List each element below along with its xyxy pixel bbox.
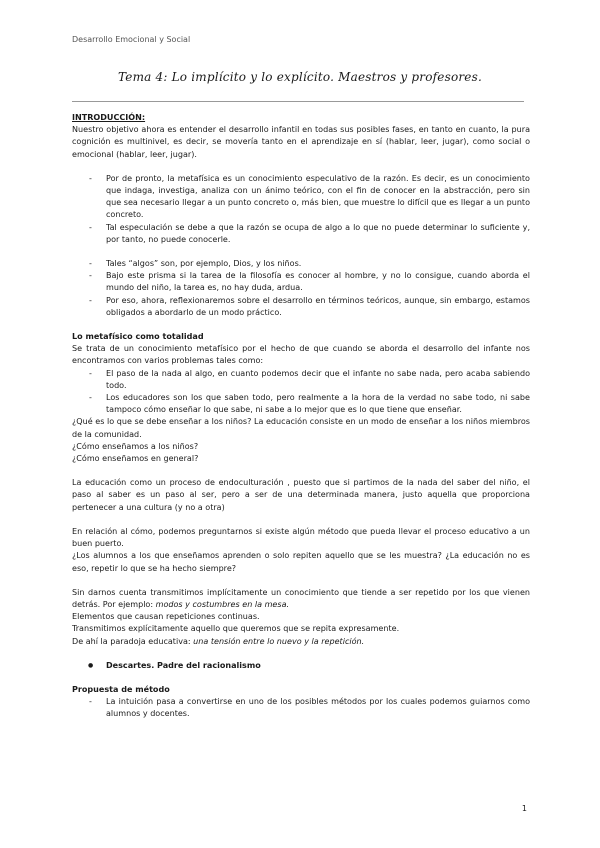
- method-question-paragraph: En relación al cómo, podemos preguntarnos si existe algún método que pueda llevar el proceso educativo a un buen puerto.: [72, 526, 530, 549]
- students-question-paragraph: ¿Los alumnos a los que enseñamos aprenden o solo repiten aquello que se les muestra? ¿La educación no es eso, repetir lo que se ha hecho siempre?: [72, 551, 530, 573]
- question-how-general: ¿Cómo enseñamos en general?: [72, 454, 199, 464]
- totality-heading: Lo metafísico como totalidad: [72, 332, 204, 342]
- title-divider: [72, 101, 524, 102]
- list-item: - Tales “algos” son, por ejemplo, Dios, y los niños.: [72, 258, 530, 270]
- method-bullets: [72, 696, 530, 720]
- repetitions-line: Elementos que causan repeticiones continuas.: [72, 612, 260, 622]
- list-item: - La intuición pasa a convertirse en uno de los posibles métodos por los cuales podemos guiarnos como alumnos y docentes.: [72, 696, 530, 720]
- endoculturation-paragraph: La educación como un proceso de endoculturación , puesto que si partimos de la nada del saber del niño, el paso al saber es un paso al ser, pero a ser de una determinada manera, justo aquella que proporciona pertenecer a una cultura (y no a otra): [72, 478, 530, 512]
- paradox-emphasis: una tensión entre lo nuevo y la repetición.: [193, 636, 365, 646]
- document-title: Tema 4: Lo implícito y lo explícito. Maestros y profesores.: [118, 70, 482, 84]
- intro-paragraph: Nuestro objetivo ahora es entender el desarrollo infantil en todas sus posibles fases, en tanto en cuanto, la pura cognición es multinivel, es decir, se movería tanto en el aprendizaje en sí (hablar, leer, jugar), como social o emocional (hablar, leer, jugar).: [72, 125, 530, 159]
- method-heading: Propuesta de método: [72, 684, 170, 694]
- totality-paragraph: Se trata de un conocimiento metafísico por el hecho de que cuando se aborda el desarrollo del infante nos encontramos con varios problemas tales como:: [72, 344, 530, 366]
- list-item: - El paso de la nada al algo, en cuanto podemos decir que el infante no sabe nada, pero acaba sabiendo todo.: [72, 368, 530, 392]
- totality-bullets: [72, 368, 530, 417]
- body-content: [72, 112, 530, 721]
- implicit-example: modos y costumbres en la mesa.: [155, 599, 290, 609]
- intro-heading: INTRODUCCIÓN:: [72, 113, 146, 122]
- list-item: - Por eso, ahora, reflexionaremos sobre el desarrollo en términos teóricos, aunque, sin embargo, estamos obligados a abordarlo de un modo práctico.: [72, 295, 530, 319]
- implicit-paragraph: Sin darnos cuenta transmitimos implícitamente un conocimiento que tiende a ser repetido por los que vienen detrás. Por ejemplo: modos y costumbres en la mesa.: [72, 587, 530, 609]
- list-item: - Tal especulación se debe a que la razón se ocupa de algo a lo que no puede determinar lo suficiente y, por tanto, no puede conocerle.: [72, 222, 530, 246]
- paradox-line: De ahí la paradoja educativa: una tensión entre lo nuevo y la repetición.: [72, 636, 365, 646]
- list-item: - Los educadores son los que saben todo, pero realmente a la hora de la verdad no sabe todo, ni sabe tampoco cómo enseñar lo que sabe, ni sabe a lo mejor que es lo que tiene que enseñar.: [72, 392, 530, 416]
- list-item: - Por de pronto, la metafísica es un conocimiento especulativo de la razón. Es decir, es un conocimiento que indaga, investiga, analiza con un ánimo teórico, con el fin de conocer en la abstracción, pero sin que sea necesario llegar a un punto concreto o, más bien, que muestre lo difícil que es llegar a un punto concreto.: [72, 173, 530, 222]
- intro-bullets-a: [72, 173, 530, 246]
- question-what: ¿Qué es lo que se debe enseñar a los niños? La educación consiste en un modo de enseñar a los niños miembros de la comunidad.: [72, 417, 530, 439]
- descartes-heading: ● Descartes. Padre del racionalismo: [72, 660, 530, 672]
- intro-bullets-b: [72, 258, 530, 319]
- descartes-bullet-list: [72, 660, 530, 672]
- question-how-children: ¿Cómo enseñamos a los niños?: [72, 441, 199, 451]
- list-item: - Bajo este prisma si la tarea de la filosofía es conocer al hombre, y no lo consigue, cuando aborda el mundo del niño, la tarea es, no hay duda, ardua.: [72, 270, 530, 294]
- explicit-line: Transmitimos explícitamente aquello que queremos que se repita expresamente.: [72, 624, 400, 634]
- page-number: 1: [521, 804, 527, 813]
- running-header: Desarrollo Emocional y Social: [72, 35, 191, 44]
